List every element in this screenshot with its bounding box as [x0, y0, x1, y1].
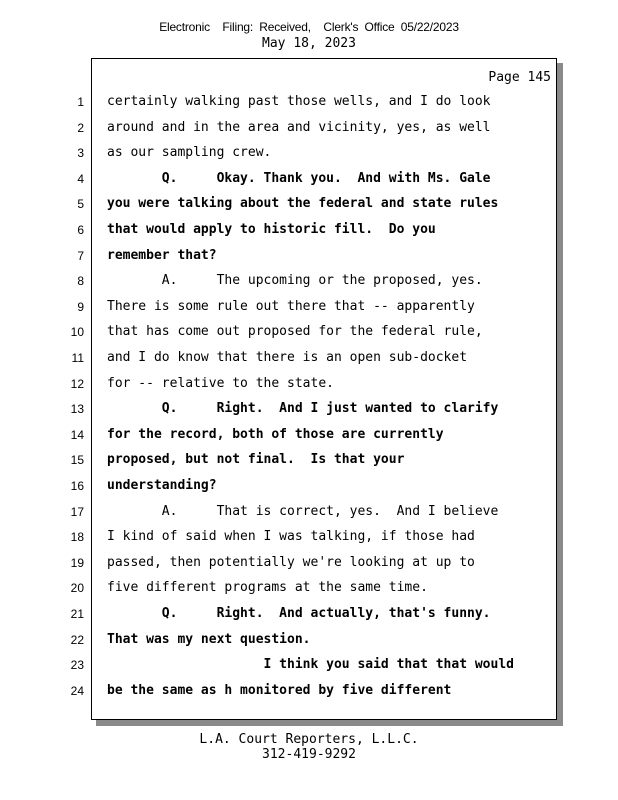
transcript-line [0, 244, 618, 269]
line-number: 2 [77, 120, 84, 135]
transcript-line [0, 320, 618, 345]
transcript-line [0, 500, 618, 525]
line-number: 19 [70, 555, 84, 570]
reporter-phone: 312-419-9292 [262, 747, 356, 762]
line-text: that would apply to historic fill. Do you [107, 222, 436, 237]
line-number: 8 [77, 274, 84, 289]
line-text: A. That is correct, yes. And I believe [107, 503, 499, 519]
transcript-line [0, 397, 618, 422]
transcript-line [0, 346, 618, 371]
transcript-line [0, 372, 618, 397]
line-text: that has come out proposed for the federal rule, [107, 324, 483, 340]
transcript-line [0, 551, 618, 576]
transcript-line [0, 423, 618, 448]
line-number: 5 [77, 197, 84, 212]
line-text: I kind of said when I was talking, if those had [107, 529, 475, 545]
line-text: A. The upcoming or the proposed, yes. [107, 273, 483, 289]
line-text: for the record, both of those are currently [107, 426, 444, 442]
line-number: 9 [77, 299, 84, 314]
line-text: around and in the area and vicinity, yes, as well [107, 119, 491, 135]
line-text: Q. Okay. Thank you. And with Ms. Gale [107, 170, 491, 186]
transcript-line [0, 679, 618, 704]
page-number: Page 145 [488, 70, 551, 85]
line-text: I think you said that that would [107, 657, 514, 673]
line-text: certainly walking past those wells, and I do look [107, 94, 491, 109]
line-text: passed, then potentially we're looking at up to [107, 554, 475, 570]
line-text: That was my next question. [107, 631, 311, 647]
line-number: 10 [70, 325, 84, 340]
line-number: 18 [70, 530, 84, 545]
line-number: 6 [77, 223, 84, 237]
transcript-line [0, 628, 618, 653]
transcript-line [0, 525, 618, 550]
transcript-line [0, 116, 618, 141]
line-text: and I do know that there is an open sub-docket [107, 350, 468, 365]
line-number: 17 [70, 504, 84, 519]
line-number: 20 [70, 581, 84, 596]
line-number: 3 [77, 146, 84, 161]
transcript-line [0, 448, 618, 473]
line-text: remember that? [107, 247, 217, 263]
line-text: Q. Right. And actually, that's funny. [107, 606, 491, 621]
transcript-line [0, 653, 618, 678]
transcript-line [0, 167, 618, 192]
filing-stamp: Electronic Filing: Received, Clerk's Office 05/22/2023 [159, 20, 459, 34]
reporter-name: L.A. Court Reporters, L.L.C. [199, 732, 419, 747]
transcript-date: May 18, 2023 [262, 36, 356, 51]
line-number: 11 [71, 351, 84, 365]
transcript-line [0, 576, 618, 601]
line-number: 24 [70, 683, 84, 698]
line-number: 4 [77, 171, 84, 186]
line-number: 7 [77, 248, 84, 263]
line-text: for -- relative to the state. [107, 375, 334, 391]
line-text: There is some rule out there that -- apparently [107, 298, 475, 314]
line-text: five different programs at the same time. [107, 580, 428, 596]
line-number: 12 [70, 376, 84, 391]
line-text: be the same as h monitored by five different [107, 682, 452, 698]
transcript-line [0, 192, 618, 217]
transcript-line [0, 218, 618, 243]
line-number: 22 [70, 632, 84, 647]
transcript-line [0, 602, 618, 627]
line-number: 16 [70, 479, 84, 493]
line-number: 15 [70, 453, 84, 468]
line-number: 23 [70, 658, 84, 673]
line-number: 1 [77, 95, 84, 109]
line-number: 21 [70, 607, 84, 621]
line-number: 13 [70, 402, 84, 417]
line-text: proposed, but not final. Is that your [107, 452, 405, 468]
transcript-line [0, 141, 618, 166]
line-text: Q. Right. And I just wanted to clarify [107, 401, 499, 417]
transcript-line [0, 295, 618, 320]
transcript-line [0, 474, 618, 499]
line-number: 14 [70, 427, 84, 442]
line-text: as our sampling crew. [107, 145, 272, 161]
line-text: understanding? [107, 478, 217, 493]
transcript-line [0, 90, 618, 115]
transcript-line [0, 269, 618, 294]
line-text: you were talking about the federal and state rules [107, 196, 499, 212]
